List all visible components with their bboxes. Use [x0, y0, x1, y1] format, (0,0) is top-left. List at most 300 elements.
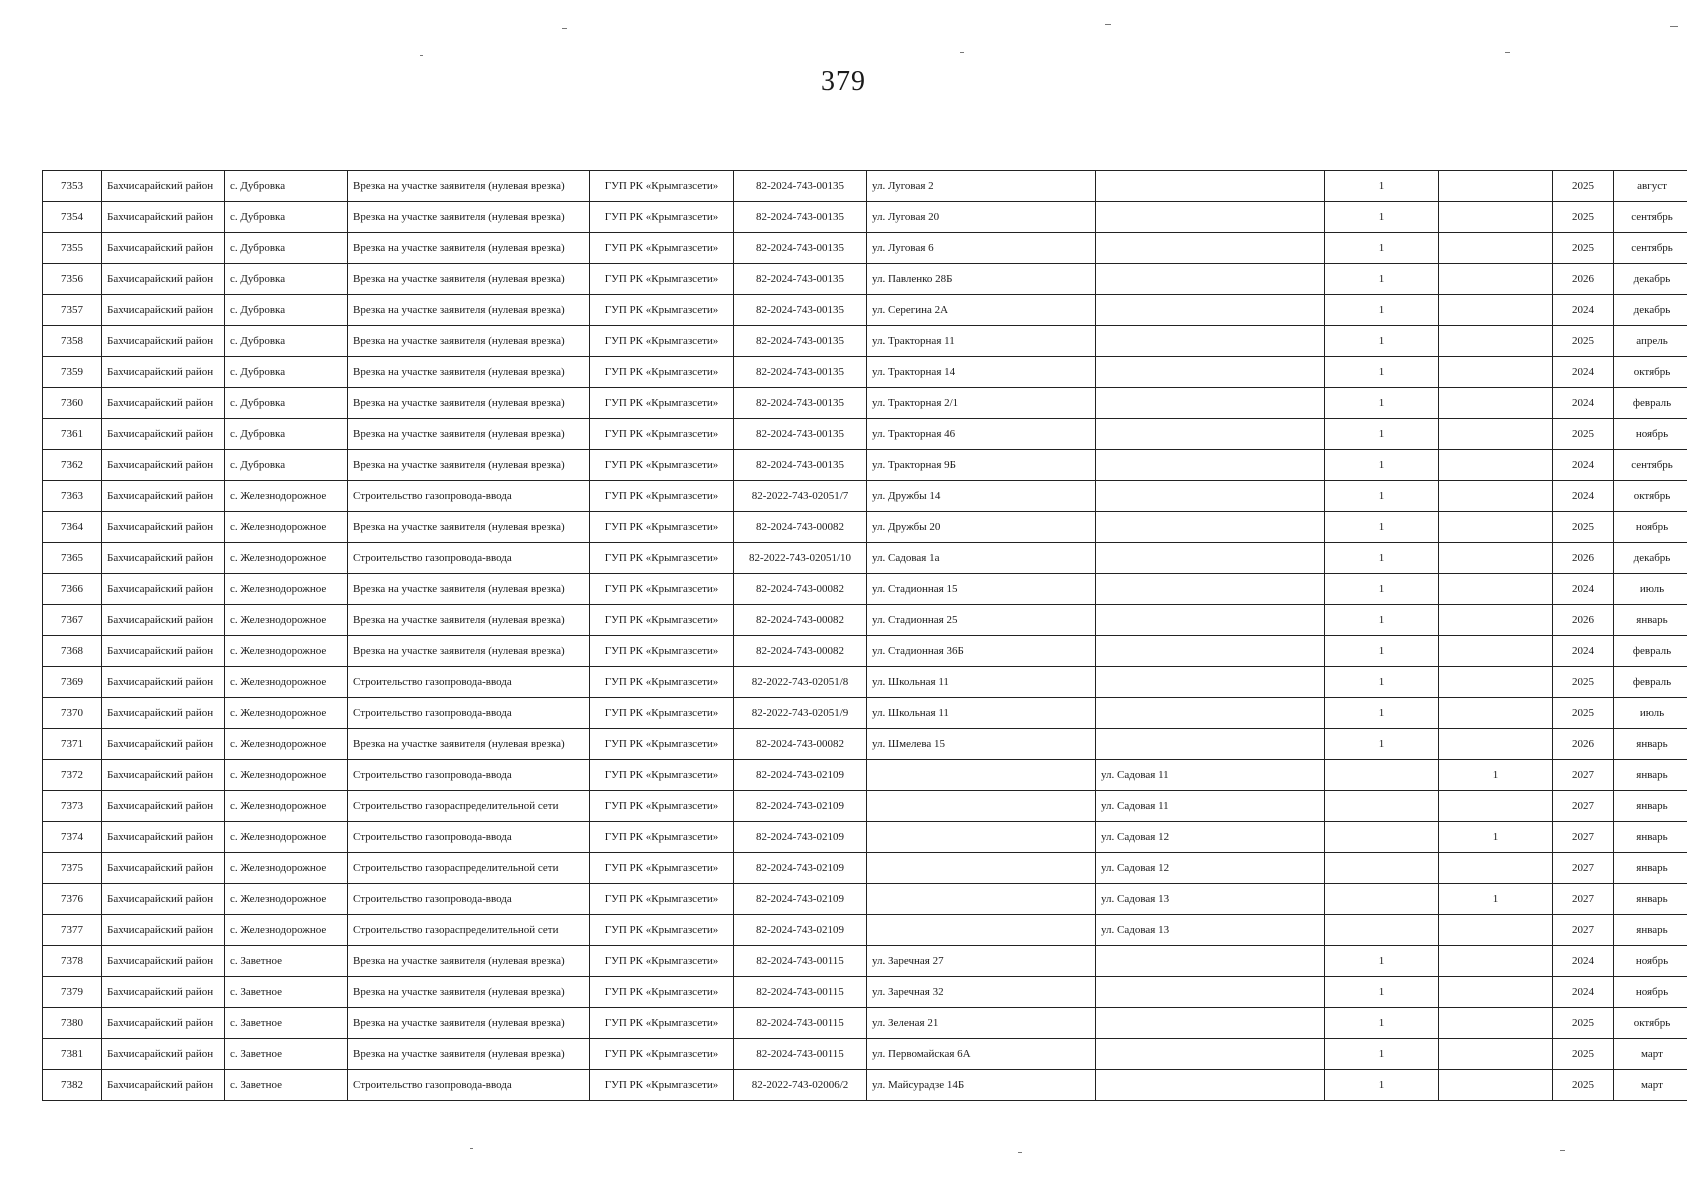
address-secondary-cell: ул. Садовая 11	[1096, 791, 1325, 822]
gasification-register-table	[42, 170, 1687, 1101]
address-cell: ул. Садовая 1а	[867, 543, 1096, 574]
address-secondary-cell	[1096, 295, 1325, 326]
month-cell: сентябрь	[1614, 202, 1687, 233]
row-number: 7367	[43, 605, 102, 636]
year-cell: 2024	[1553, 574, 1614, 605]
year-cell: 2024	[1553, 295, 1614, 326]
row-number: 7381	[43, 1039, 102, 1070]
address-secondary-cell	[1096, 450, 1325, 481]
address-cell: ул. Стадионная 36Б	[867, 636, 1096, 667]
row-number: 7374	[43, 822, 102, 853]
month-cell: февраль	[1614, 388, 1687, 419]
month-cell: февраль	[1614, 636, 1687, 667]
row-number: 7359	[43, 357, 102, 388]
quantity-secondary-cell	[1439, 264, 1553, 295]
address-secondary-cell: ул. Садовая 13	[1096, 915, 1325, 946]
district-cell: Бахчисарайский район	[102, 915, 225, 946]
address-secondary-cell	[1096, 264, 1325, 295]
row-number: 7362	[43, 450, 102, 481]
work-type-cell: Врезка на участке заявителя (нулевая врезка)	[348, 171, 590, 202]
address-cell: ул. Шмелева 15	[867, 729, 1096, 760]
table-row	[43, 574, 1687, 605]
locality-cell: с. Дубровка	[225, 264, 348, 295]
table-row	[43, 481, 1687, 512]
contract-code-cell: 82-2022-743-02051/10	[734, 543, 867, 574]
work-type-cell: Врезка на участке заявителя (нулевая врезка)	[348, 636, 590, 667]
address-secondary-cell: ул. Садовая 12	[1096, 853, 1325, 884]
district-cell: Бахчисарайский район	[102, 481, 225, 512]
locality-cell: с. Железнодорожное	[225, 512, 348, 543]
organization-cell: ГУП РК «Крымгазсети»	[590, 171, 734, 202]
contract-code-cell: 82-2024-743-00082	[734, 512, 867, 543]
row-number: 7373	[43, 791, 102, 822]
year-cell: 2024	[1553, 450, 1614, 481]
row-number: 7380	[43, 1008, 102, 1039]
address-secondary-cell	[1096, 171, 1325, 202]
contract-code-cell: 82-2024-743-02109	[734, 915, 867, 946]
organization-cell: ГУП РК «Крымгазсети»	[590, 202, 734, 233]
district-cell: Бахчисарайский район	[102, 202, 225, 233]
quantity-secondary-cell	[1439, 202, 1553, 233]
district-cell: Бахчисарайский район	[102, 574, 225, 605]
address-cell: ул. Луговая 6	[867, 233, 1096, 264]
month-cell: июль	[1614, 574, 1687, 605]
quantity-cell: 1	[1325, 264, 1439, 295]
work-type-cell: Врезка на участке заявителя (нулевая врезка)	[348, 1039, 590, 1070]
month-cell: январь	[1614, 791, 1687, 822]
locality-cell: с. Заветное	[225, 1008, 348, 1039]
address-cell: ул. Стадионная 25	[867, 605, 1096, 636]
row-number: 7356	[43, 264, 102, 295]
locality-cell: с. Железнодорожное	[225, 822, 348, 853]
quantity-cell: 1	[1325, 419, 1439, 450]
quantity-secondary-cell	[1439, 667, 1553, 698]
locality-cell: с. Железнодорожное	[225, 853, 348, 884]
organization-cell: ГУП РК «Крымгазсети»	[590, 264, 734, 295]
locality-cell: с. Дубровка	[225, 171, 348, 202]
address-cell: ул. Майсурадзе 14Б	[867, 1070, 1096, 1101]
year-cell: 2027	[1553, 791, 1614, 822]
quantity-cell: 1	[1325, 1039, 1439, 1070]
quantity-secondary-cell	[1439, 946, 1553, 977]
organization-cell: ГУП РК «Крымгазсети»	[590, 574, 734, 605]
month-cell: октябрь	[1614, 357, 1687, 388]
table-row	[43, 729, 1687, 760]
table-row	[43, 915, 1687, 946]
contract-code-cell: 82-2022-743-02051/8	[734, 667, 867, 698]
district-cell: Бахчисарайский район	[102, 233, 225, 264]
quantity-cell	[1325, 760, 1439, 791]
quantity-cell	[1325, 791, 1439, 822]
address-secondary-cell	[1096, 574, 1325, 605]
month-cell: июль	[1614, 698, 1687, 729]
work-type-cell: Врезка на участке заявителя (нулевая врезка)	[348, 233, 590, 264]
contract-code-cell: 82-2022-743-02006/2	[734, 1070, 867, 1101]
quantity-cell: 1	[1325, 202, 1439, 233]
month-cell: октябрь	[1614, 481, 1687, 512]
address-secondary-cell	[1096, 946, 1325, 977]
table-row	[43, 884, 1687, 915]
district-cell: Бахчисарайский район	[102, 977, 225, 1008]
address-secondary-cell	[1096, 512, 1325, 543]
district-cell: Бахчисарайский район	[102, 760, 225, 791]
month-cell: январь	[1614, 729, 1687, 760]
month-cell: февраль	[1614, 667, 1687, 698]
organization-cell: ГУП РК «Крымгазсети»	[590, 946, 734, 977]
quantity-secondary-cell	[1439, 636, 1553, 667]
address-cell: ул. Школьная 11	[867, 698, 1096, 729]
year-cell: 2027	[1553, 853, 1614, 884]
quantity-secondary-cell	[1439, 915, 1553, 946]
work-type-cell: Строительство газопровода-ввода	[348, 884, 590, 915]
work-type-cell: Строительство газопровода-ввода	[348, 760, 590, 791]
locality-cell: с. Дубровка	[225, 233, 348, 264]
address-cell: ул. Тракторная 46	[867, 419, 1096, 450]
quantity-secondary-cell	[1439, 171, 1553, 202]
address-cell: ул. Первомайская 6А	[867, 1039, 1096, 1070]
address-secondary-cell: ул. Садовая 13	[1096, 884, 1325, 915]
table-row	[43, 822, 1687, 853]
row-number: 7354	[43, 202, 102, 233]
work-type-cell: Врезка на участке заявителя (нулевая врезка)	[348, 295, 590, 326]
year-cell: 2025	[1553, 698, 1614, 729]
organization-cell: ГУП РК «Крымгазсети»	[590, 481, 734, 512]
month-cell: январь	[1614, 605, 1687, 636]
work-type-cell: Строительство газопровода-ввода	[348, 481, 590, 512]
year-cell: 2025	[1553, 512, 1614, 543]
quantity-secondary-cell: 1	[1439, 760, 1553, 791]
locality-cell: с. Железнодорожное	[225, 760, 348, 791]
row-number: 7376	[43, 884, 102, 915]
quantity-cell: 1	[1325, 946, 1439, 977]
work-type-cell: Врезка на участке заявителя (нулевая врезка)	[348, 729, 590, 760]
address-secondary-cell	[1096, 419, 1325, 450]
district-cell: Бахчисарайский район	[102, 357, 225, 388]
contract-code-cell: 82-2024-743-00135	[734, 326, 867, 357]
year-cell: 2025	[1553, 1070, 1614, 1101]
locality-cell: с. Железнодорожное	[225, 915, 348, 946]
district-cell: Бахчисарайский район	[102, 605, 225, 636]
address-secondary-cell	[1096, 233, 1325, 264]
contract-code-cell: 82-2024-743-00082	[734, 574, 867, 605]
month-cell: август	[1614, 171, 1687, 202]
work-type-cell: Врезка на участке заявителя (нулевая врезка)	[348, 202, 590, 233]
work-type-cell: Строительство газопровода-ввода	[348, 822, 590, 853]
table-row	[43, 543, 1687, 574]
year-cell: 2025	[1553, 171, 1614, 202]
address-secondary-cell	[1096, 977, 1325, 1008]
organization-cell: ГУП РК «Крымгазсети»	[590, 853, 734, 884]
address-secondary-cell	[1096, 326, 1325, 357]
work-type-cell: Врезка на участке заявителя (нулевая врезка)	[348, 388, 590, 419]
quantity-cell	[1325, 884, 1439, 915]
locality-cell: с. Дубровка	[225, 388, 348, 419]
month-cell: январь	[1614, 915, 1687, 946]
quantity-secondary-cell	[1439, 326, 1553, 357]
quantity-cell: 1	[1325, 450, 1439, 481]
quantity-secondary-cell	[1439, 977, 1553, 1008]
quantity-cell: 1	[1325, 667, 1439, 698]
organization-cell: ГУП РК «Крымгазсети»	[590, 1070, 734, 1101]
month-cell: сентябрь	[1614, 450, 1687, 481]
work-type-cell: Строительство газопровода-ввода	[348, 698, 590, 729]
organization-cell: ГУП РК «Крымгазсети»	[590, 822, 734, 853]
month-cell: декабрь	[1614, 295, 1687, 326]
organization-cell: ГУП РК «Крымгазсети»	[590, 915, 734, 946]
quantity-cell: 1	[1325, 233, 1439, 264]
address-secondary-cell	[1096, 667, 1325, 698]
contract-code-cell: 82-2024-743-00082	[734, 605, 867, 636]
month-cell: ноябрь	[1614, 512, 1687, 543]
year-cell: 2024	[1553, 388, 1614, 419]
quantity-cell	[1325, 915, 1439, 946]
address-cell	[867, 760, 1096, 791]
contract-code-cell: 82-2024-743-00135	[734, 357, 867, 388]
address-secondary-cell	[1096, 202, 1325, 233]
quantity-cell: 1	[1325, 1070, 1439, 1101]
table-row	[43, 605, 1687, 636]
quantity-secondary-cell	[1439, 1039, 1553, 1070]
address-secondary-cell: ул. Садовая 11	[1096, 760, 1325, 791]
district-cell: Бахчисарайский район	[102, 419, 225, 450]
district-cell: Бахчисарайский район	[102, 450, 225, 481]
scan-speck	[1505, 52, 1510, 53]
locality-cell: с. Дубровка	[225, 326, 348, 357]
organization-cell: ГУП РК «Крымгазсети»	[590, 667, 734, 698]
quantity-cell: 1	[1325, 481, 1439, 512]
row-number: 7357	[43, 295, 102, 326]
contract-code-cell: 82-2024-743-00135	[734, 233, 867, 264]
organization-cell: ГУП РК «Крымгазсети»	[590, 450, 734, 481]
locality-cell: с. Дубровка	[225, 295, 348, 326]
scan-speck	[562, 28, 567, 29]
work-type-cell: Строительство газопровода-ввода	[348, 1070, 590, 1101]
quantity-cell: 1	[1325, 171, 1439, 202]
address-secondary-cell	[1096, 636, 1325, 667]
locality-cell: с. Железнодорожное	[225, 729, 348, 760]
work-type-cell: Врезка на участке заявителя (нулевая врезка)	[348, 326, 590, 357]
quantity-secondary-cell	[1439, 295, 1553, 326]
year-cell: 2024	[1553, 977, 1614, 1008]
contract-code-cell: 82-2024-743-02109	[734, 884, 867, 915]
contract-code-cell: 82-2022-743-02051/7	[734, 481, 867, 512]
row-number: 7364	[43, 512, 102, 543]
address-cell	[867, 915, 1096, 946]
contract-code-cell: 82-2024-743-00115	[734, 1008, 867, 1039]
row-number: 7368	[43, 636, 102, 667]
contract-code-cell: 82-2024-743-00082	[734, 729, 867, 760]
locality-cell: с. Железнодорожное	[225, 884, 348, 915]
contract-code-cell: 82-2024-743-02109	[734, 853, 867, 884]
quantity-secondary-cell	[1439, 1070, 1553, 1101]
contract-code-cell: 82-2024-743-00135	[734, 450, 867, 481]
contract-code-cell: 82-2024-743-00135	[734, 202, 867, 233]
district-cell: Бахчисарайский район	[102, 1039, 225, 1070]
address-cell: ул. Дружбы 14	[867, 481, 1096, 512]
work-type-cell: Врезка на участке заявителя (нулевая врезка)	[348, 605, 590, 636]
address-cell: ул. Тракторная 11	[867, 326, 1096, 357]
quantity-secondary-cell	[1439, 388, 1553, 419]
work-type-cell: Врезка на участке заявителя (нулевая врезка)	[348, 357, 590, 388]
year-cell: 2027	[1553, 915, 1614, 946]
organization-cell: ГУП РК «Крымгазсети»	[590, 543, 734, 574]
year-cell: 2025	[1553, 326, 1614, 357]
year-cell: 2025	[1553, 1039, 1614, 1070]
row-number: 7360	[43, 388, 102, 419]
address-cell: ул. Школьная 11	[867, 667, 1096, 698]
organization-cell: ГУП РК «Крымгазсети»	[590, 791, 734, 822]
quantity-secondary-cell	[1439, 419, 1553, 450]
work-type-cell: Строительство газопровода-ввода	[348, 543, 590, 574]
year-cell: 2027	[1553, 760, 1614, 791]
year-cell: 2026	[1553, 543, 1614, 574]
address-secondary-cell	[1096, 729, 1325, 760]
contract-code-cell: 82-2024-743-00135	[734, 419, 867, 450]
address-cell	[867, 822, 1096, 853]
address-cell: ул. Тракторная 9Б	[867, 450, 1096, 481]
quantity-cell: 1	[1325, 698, 1439, 729]
locality-cell: с. Железнодорожное	[225, 667, 348, 698]
organization-cell: ГУП РК «Крымгазсети»	[590, 760, 734, 791]
table-row	[43, 791, 1687, 822]
year-cell: 2026	[1553, 729, 1614, 760]
work-type-cell: Врезка на участке заявителя (нулевая врезка)	[348, 946, 590, 977]
scan-speck	[1105, 24, 1111, 25]
quantity-secondary-cell	[1439, 1008, 1553, 1039]
quantity-secondary-cell	[1439, 605, 1553, 636]
quantity-cell: 1	[1325, 512, 1439, 543]
month-cell: апрель	[1614, 326, 1687, 357]
quantity-cell: 1	[1325, 729, 1439, 760]
contract-code-cell: 82-2024-743-00135	[734, 264, 867, 295]
address-cell	[867, 791, 1096, 822]
quantity-secondary-cell	[1439, 233, 1553, 264]
address-secondary-cell	[1096, 388, 1325, 419]
month-cell: ноябрь	[1614, 946, 1687, 977]
quantity-cell	[1325, 853, 1439, 884]
year-cell: 2025	[1553, 1008, 1614, 1039]
locality-cell: с. Железнодорожное	[225, 636, 348, 667]
organization-cell: ГУП РК «Крымгазсети»	[590, 1039, 734, 1070]
row-number: 7382	[43, 1070, 102, 1101]
work-type-cell: Врезка на участке заявителя (нулевая врезка)	[348, 1008, 590, 1039]
district-cell: Бахчисарайский район	[102, 264, 225, 295]
district-cell: Бахчисарайский район	[102, 295, 225, 326]
quantity-secondary-cell	[1439, 357, 1553, 388]
contract-code-cell: 82-2024-743-00082	[734, 636, 867, 667]
district-cell: Бахчисарайский район	[102, 791, 225, 822]
district-cell: Бахчисарайский район	[102, 946, 225, 977]
scan-speck	[470, 1148, 473, 1149]
locality-cell: с. Заветное	[225, 946, 348, 977]
district-cell: Бахчисарайский район	[102, 729, 225, 760]
district-cell: Бахчисарайский район	[102, 326, 225, 357]
month-cell: январь	[1614, 760, 1687, 791]
locality-cell: с. Дубровка	[225, 202, 348, 233]
month-cell: декабрь	[1614, 543, 1687, 574]
address-cell: ул. Стадионная 15	[867, 574, 1096, 605]
quantity-secondary-cell	[1439, 791, 1553, 822]
contract-code-cell: 82-2022-743-02051/9	[734, 698, 867, 729]
contract-code-cell: 82-2024-743-00135	[734, 295, 867, 326]
organization-cell: ГУП РК «Крымгазсети»	[590, 388, 734, 419]
address-cell: ул. Заречная 32	[867, 977, 1096, 1008]
locality-cell: с. Железнодорожное	[225, 574, 348, 605]
locality-cell: с. Заветное	[225, 1039, 348, 1070]
table-row	[43, 853, 1687, 884]
contract-code-cell: 82-2024-743-02109	[734, 822, 867, 853]
year-cell: 2025	[1553, 667, 1614, 698]
table-row	[43, 295, 1687, 326]
row-number: 7370	[43, 698, 102, 729]
quantity-cell: 1	[1325, 636, 1439, 667]
work-type-cell: Врезка на участке заявителя (нулевая врезка)	[348, 264, 590, 295]
quantity-secondary-cell	[1439, 481, 1553, 512]
year-cell: 2024	[1553, 357, 1614, 388]
address-cell: ул. Луговая 20	[867, 202, 1096, 233]
month-cell: январь	[1614, 884, 1687, 915]
quantity-secondary-cell	[1439, 574, 1553, 605]
district-cell: Бахчисарайский район	[102, 512, 225, 543]
row-number: 7355	[43, 233, 102, 264]
month-cell: декабрь	[1614, 264, 1687, 295]
organization-cell: ГУП РК «Крымгазсети»	[590, 1008, 734, 1039]
work-type-cell: Строительство газораспределительной сети	[348, 791, 590, 822]
work-type-cell: Врезка на участке заявителя (нулевая врезка)	[348, 512, 590, 543]
year-cell: 2024	[1553, 636, 1614, 667]
locality-cell: с. Железнодорожное	[225, 481, 348, 512]
address-secondary-cell	[1096, 605, 1325, 636]
quantity-secondary-cell: 1	[1439, 822, 1553, 853]
district-cell: Бахчисарайский район	[102, 543, 225, 574]
quantity-cell: 1	[1325, 543, 1439, 574]
work-type-cell: Строительство газораспределительной сети	[348, 853, 590, 884]
month-cell: март	[1614, 1039, 1687, 1070]
table-row	[43, 667, 1687, 698]
table-row	[43, 1070, 1687, 1101]
organization-cell: ГУП РК «Крымгазсети»	[590, 977, 734, 1008]
year-cell: 2025	[1553, 202, 1614, 233]
table-row	[43, 977, 1687, 1008]
address-cell: ул. Серегина 2А	[867, 295, 1096, 326]
page-number: 379	[821, 66, 866, 97]
organization-cell: ГУП РК «Крымгазсети»	[590, 419, 734, 450]
locality-cell: с. Железнодорожное	[225, 698, 348, 729]
organization-cell: ГУП РК «Крымгазсети»	[590, 233, 734, 264]
district-cell: Бахчисарайский район	[102, 1070, 225, 1101]
row-number: 7365	[43, 543, 102, 574]
locality-cell: с. Железнодорожное	[225, 543, 348, 574]
address-cell: ул. Луговая 2	[867, 171, 1096, 202]
table-row	[43, 1008, 1687, 1039]
organization-cell: ГУП РК «Крымгазсети»	[590, 512, 734, 543]
locality-cell: с. Дубровка	[225, 419, 348, 450]
district-cell: Бахчисарайский район	[102, 822, 225, 853]
month-cell: январь	[1614, 853, 1687, 884]
row-number: 7353	[43, 171, 102, 202]
table-row	[43, 419, 1687, 450]
row-number: 7377	[43, 915, 102, 946]
contract-code-cell: 82-2024-743-00115	[734, 946, 867, 977]
year-cell: 2026	[1553, 264, 1614, 295]
quantity-secondary-cell	[1439, 698, 1553, 729]
quantity-secondary-cell: 1	[1439, 884, 1553, 915]
contract-code-cell: 82-2024-743-00135	[734, 388, 867, 419]
table-row	[43, 202, 1687, 233]
organization-cell: ГУП РК «Крымгазсети»	[590, 326, 734, 357]
address-secondary-cell	[1096, 1008, 1325, 1039]
row-number: 7363	[43, 481, 102, 512]
